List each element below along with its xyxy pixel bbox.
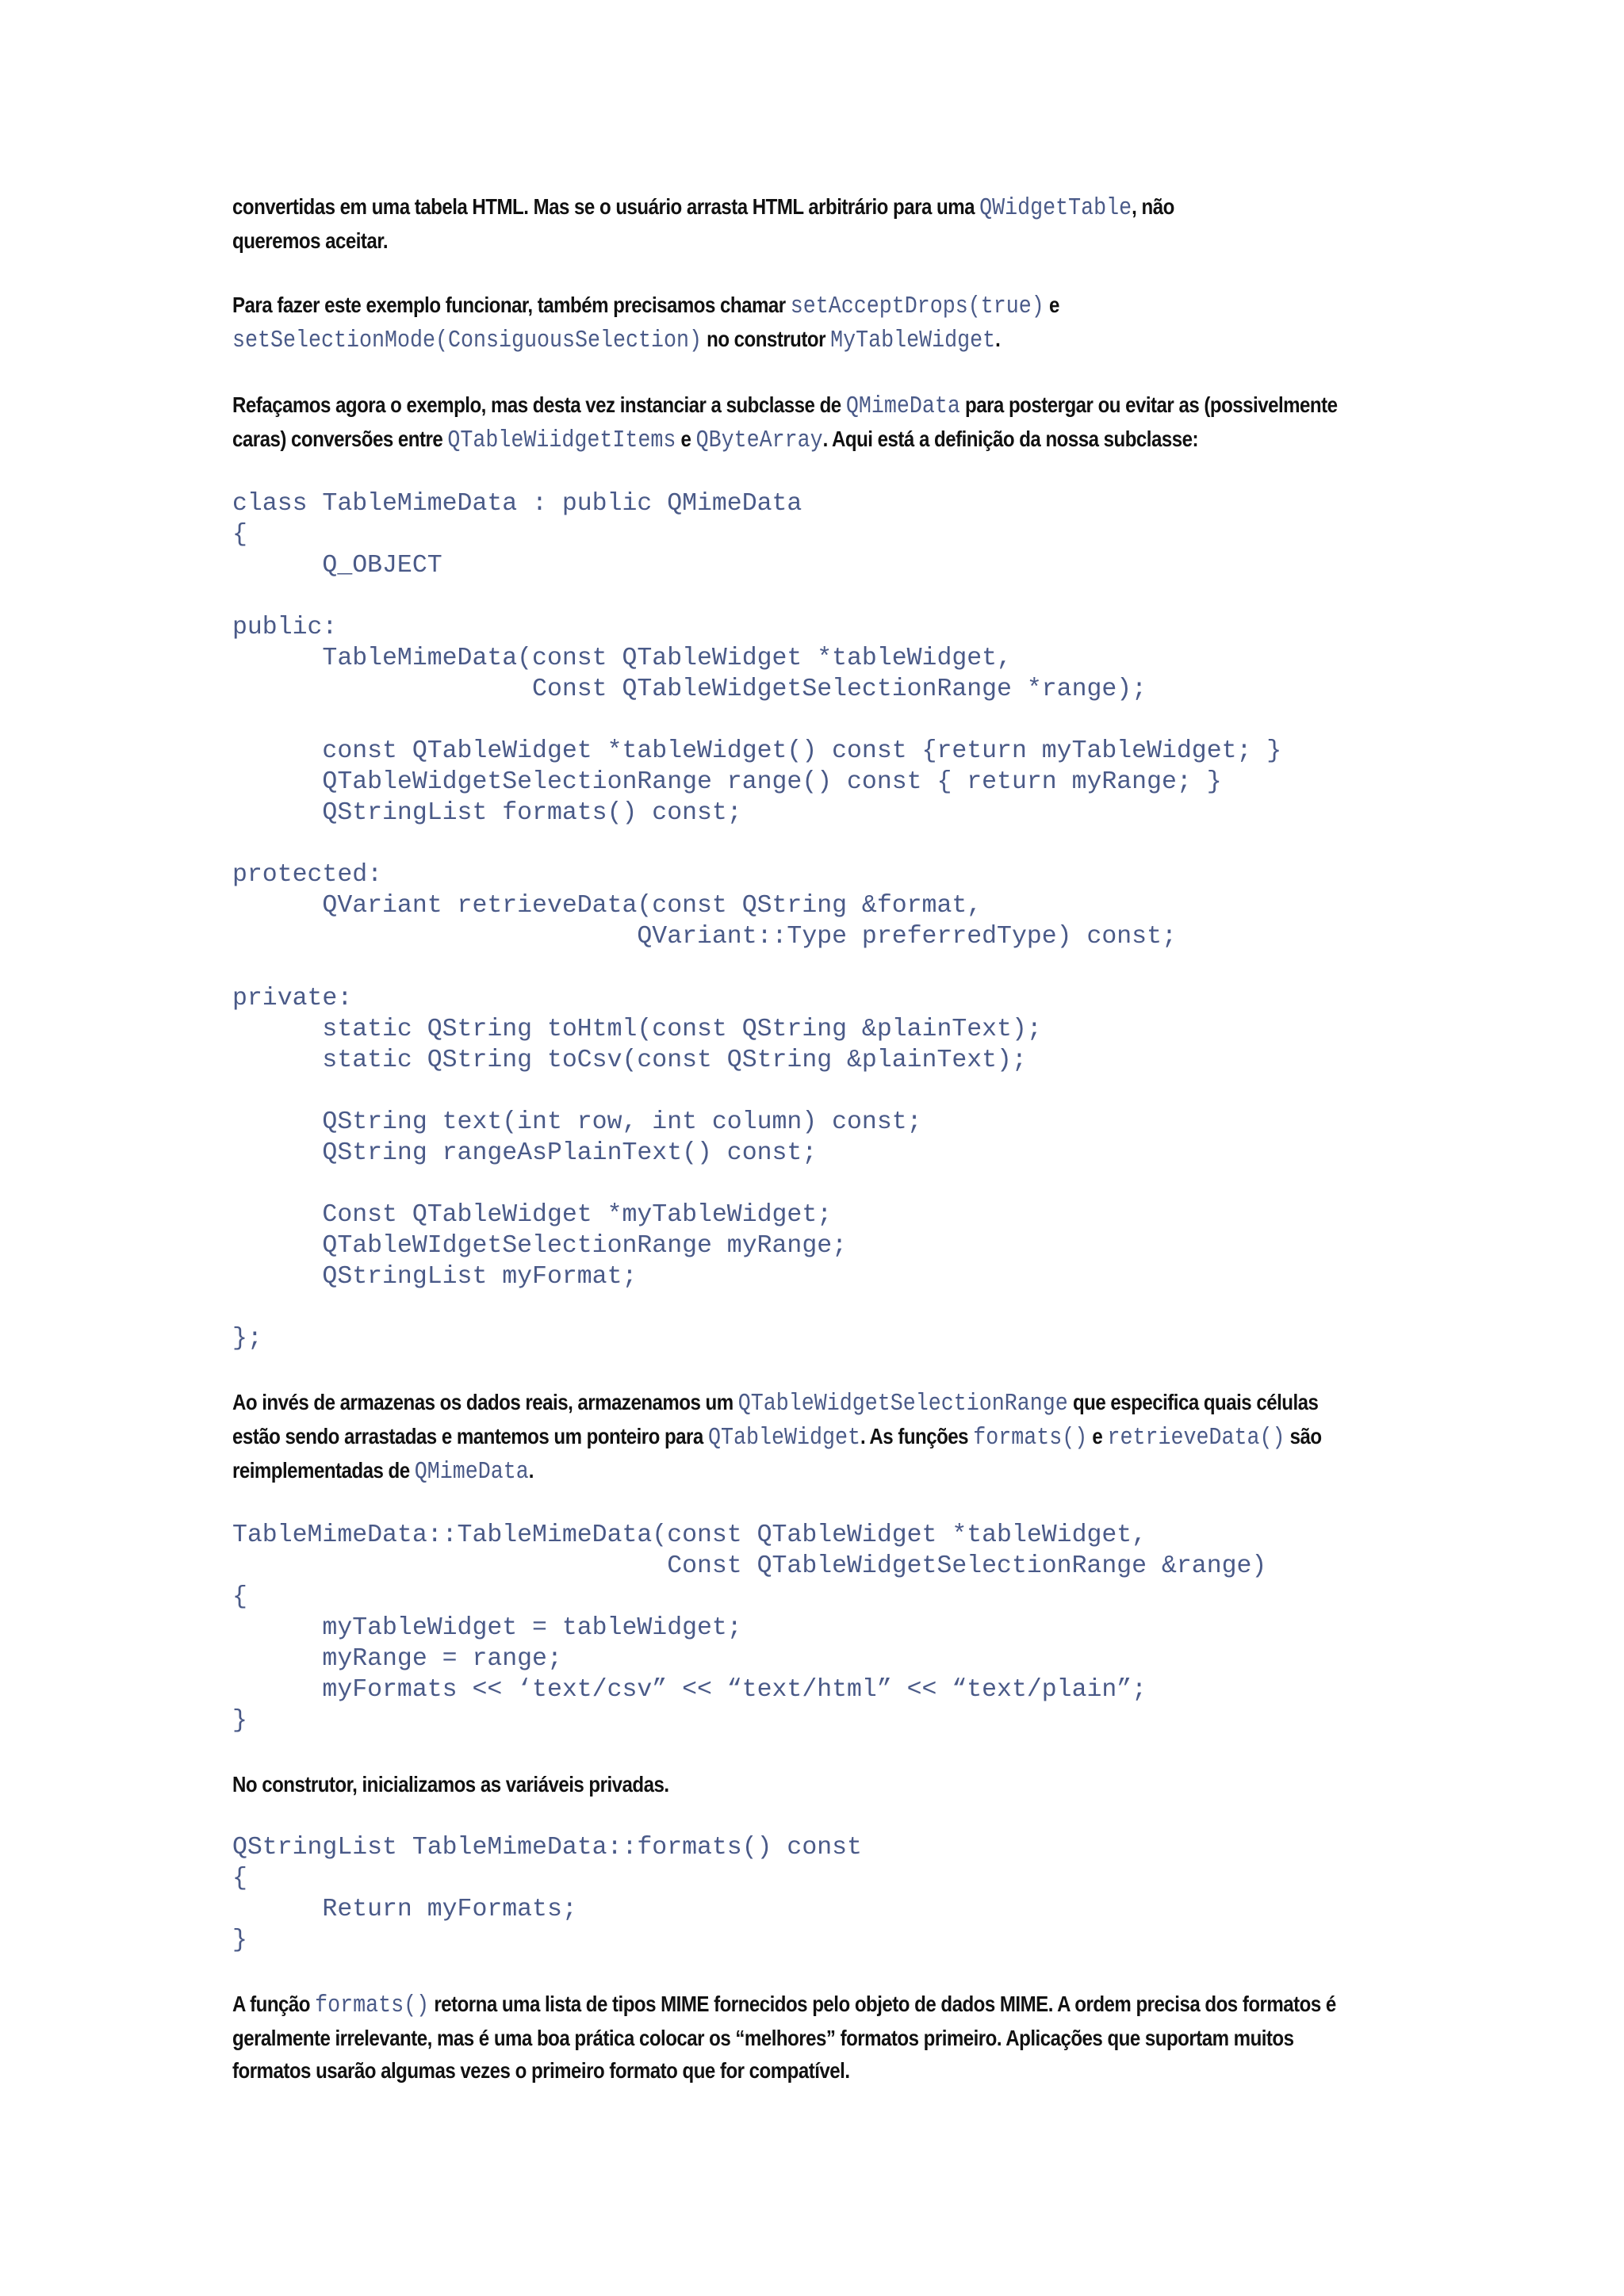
text-run: são reimplementadas de — [232, 1424, 1322, 1483]
inline-code: MyTableWidget — [830, 327, 996, 354]
code-block-class-definition: class TableMimeData : public QMimeData { Q_OBJECT public: TableMimeData(const QTableWidget *tableWidget, Const QTableWidgetSelectionRange *range); const QTableWidget *tableWidget() const {return myTableWidget; } QTableWidgetSelectionRange range() const { return myRange; } QStringList formats() const; protected: QVariant retrieveData(const QString &format, QVariant::Type preferredType) const; private: static QString toHtml(const QString &plainText); static QString toCsv(const QString &plainText); QString text(int row, int column) const; QString rangeAsPlainText() const; Const QTableWidget *myTableWidget; QTableWIdgetSelectionRange myRange; QStringList myFormat; }; — [232, 490, 1282, 1353]
inline-code: QMimeData — [414, 1458, 529, 1486]
inline-code: formats() — [315, 1992, 430, 2019]
text-run: No construtor, inicializamos as variáveis privadas. — [232, 1772, 669, 1797]
text-run: retorna uma lista de tipos MIME fornecidos pelo objeto de dados MIME. A ordem precisa dos formatos é geralmente irrelevante, mas é uma boa prática colocar os “melhores” formatos primeiro. Aplicações que suportam muitos formatos usarão algumas vezes o primeiro formato que for compatível. — [232, 1992, 1336, 2083]
text-run: Ao invés de armazenas os dados reais, armazenamos um — [232, 1390, 738, 1414]
text-run: Para fazer este exemplo funcionar, também precisamos chamar — [232, 293, 791, 317]
document-page — [232, 190, 1398, 2118]
text-run: . — [528, 1458, 534, 1483]
paragraph-constructor-note — [232, 1768, 1392, 1800]
text-run: A função — [232, 1992, 316, 2016]
paragraph-drop-rejection — [232, 190, 1214, 257]
inline-code: setSelectionMode(ConsiguousSelection) — [232, 327, 702, 354]
inline-code: setAcceptDrops(true) — [790, 293, 1044, 320]
text-run: que especifica quais células estão sendo arrastadas e mantemos um ponteiro para — [232, 1390, 1319, 1448]
text-run: . Aqui está a definição da nossa subclasse: — [822, 427, 1199, 451]
code-block-formats: QStringList TableMimeData::formats() const { Return myFormats; } — [232, 1834, 862, 1954]
paragraph-subclass-intro — [232, 388, 1350, 457]
inline-code: QTableWidget — [707, 1424, 860, 1452]
text-run: convertidas em uma tabela HTML. Mas se o usuário arrasta HTML arbitrário para uma — [232, 194, 980, 219]
paragraph-formats-explanation — [232, 1988, 1365, 2087]
code-block-constructor: TableMimeData::TableMimeData(const QTableWidget *tableWidget, Const QTableWidgetSelectionRange &range) { myTableWidget = tableWidget; myRange = range; myFormats << ‘text/csv” << “text/html” << “text/plain”; } — [232, 1521, 1267, 1735]
inline-code: retrieveData() — [1107, 1424, 1285, 1452]
inline-code: formats() — [973, 1424, 1088, 1452]
inline-code: QByteArray — [695, 427, 823, 454]
inline-code: QTableWidgetSelectionRange — [737, 1390, 1068, 1418]
paragraph-selection-range — [232, 1386, 1365, 1488]
inline-code: QMimeData — [845, 392, 960, 420]
paragraph-accept-drops — [232, 289, 1214, 357]
text-run: para postergar ou evitar as (possivelmente caras) conversões entre — [232, 392, 1338, 451]
text-run: Refaçamos agora o exemplo, mas desta vez instanciar a subclasse de — [232, 392, 846, 417]
inline-code: QTableWiidgetItems — [447, 427, 676, 454]
text-run: , não queremos aceitar. — [232, 194, 1174, 253]
text-run: e — [676, 427, 696, 451]
text-run: e — [1087, 1424, 1108, 1448]
text-run: . As funções — [860, 1424, 974, 1448]
text-run: e — [1044, 293, 1059, 317]
text-run: . — [995, 327, 1001, 351]
inline-code: QWidgetTable — [979, 194, 1132, 222]
text-run: no construtor — [701, 327, 831, 351]
